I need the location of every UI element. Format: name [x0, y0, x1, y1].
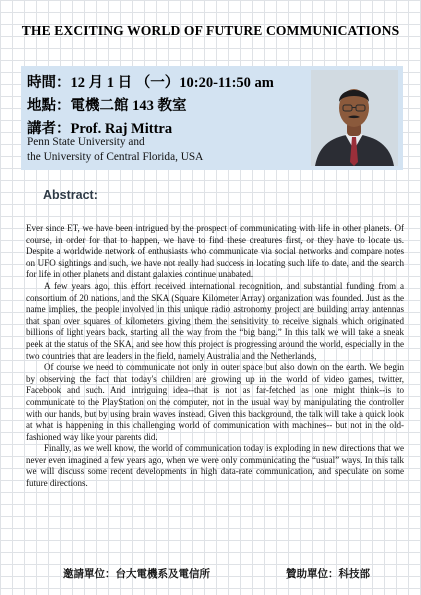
speaker-portrait-icon — [311, 70, 398, 166]
speaker-line: 講者：Prof. Raj Mittra — [27, 121, 173, 137]
affiliation-line-2: the University of Central Florida, USA — [27, 151, 204, 163]
abstract-heading: Abstract: — [43, 188, 98, 202]
abstract-body — [26, 223, 404, 490]
affiliation-line-1: Penn State University and — [27, 136, 145, 148]
time-line: 時間：12 月 1 日 （一）10:20-11:50 am — [27, 75, 274, 91]
speaker-photo — [311, 70, 398, 166]
host-organization: 邀請單位：台大電機系及電信所 — [63, 568, 210, 580]
abstract-paragraph: Of course we need to communicate not only in outer space but also down on the earth. We begin by observing the fact that today's children are growing up in the world of video games, twitter, Facebook and such. And intriguing idea--that is not as far-fetched as one might think--is to communicate to the PlayStation on the computer, not in the usual way by manipulating the controller with our hands, but by using brain waves instead. Given this background, the talk will take a quick look at what is happening in this challenging world of communication with machines-- but not in the old-fashioned way like your parents did. — [26, 362, 404, 442]
sponsor-organization: 贊助單位：科技部 — [286, 568, 370, 580]
page-title: THE EXCITING WORLD OF FUTURE COMMUNICATIONS — [21, 23, 400, 38]
place-line: 地點：電機二館 143 教室 — [27, 98, 187, 114]
abstract-paragraph: Ever since ET, we have been intrigued by the prospect of communicating with life in other planets. Of course, in order for that to happen, we have to find these creatures first, or they have to locate us. Despite a worldwide network of enthusiasts who communicate via social networks and compare notes on UFO sightings and such, we have not really had success in locating such life to date, and the search for life in other planets and distant galaxies continue unabated. — [26, 223, 404, 280]
info-box — [21, 66, 403, 170]
abstract-paragraph: A few years ago, this effort received international recognition, and substantial funding from a consortium of 20 nations, and the SKA (Square Kilometer Array) organization was founded. Just as the name implies, the people involved in this unique radio astronomy project are building array antennas that span over squares of kilometers giving them the sensitivity to receive signals which originated billions of light years back, starting all the way from the “big bang.” In this talk we will take a sneak peek at the status of the SKA, and see how this project is progressing around the world, especially in the two countries that are leaders in the field, namely Australia and the Netherlands, — [26, 280, 404, 361]
abstract-paragraph: Finally, as we well know, the world of communication today is exploding in new directions that we never even imagined a few years ago, when we were only communicating the “usual” ways. In this talk we will discuss some recent developments in high data-rate communication, and speculate on some future directions. — [26, 443, 404, 489]
